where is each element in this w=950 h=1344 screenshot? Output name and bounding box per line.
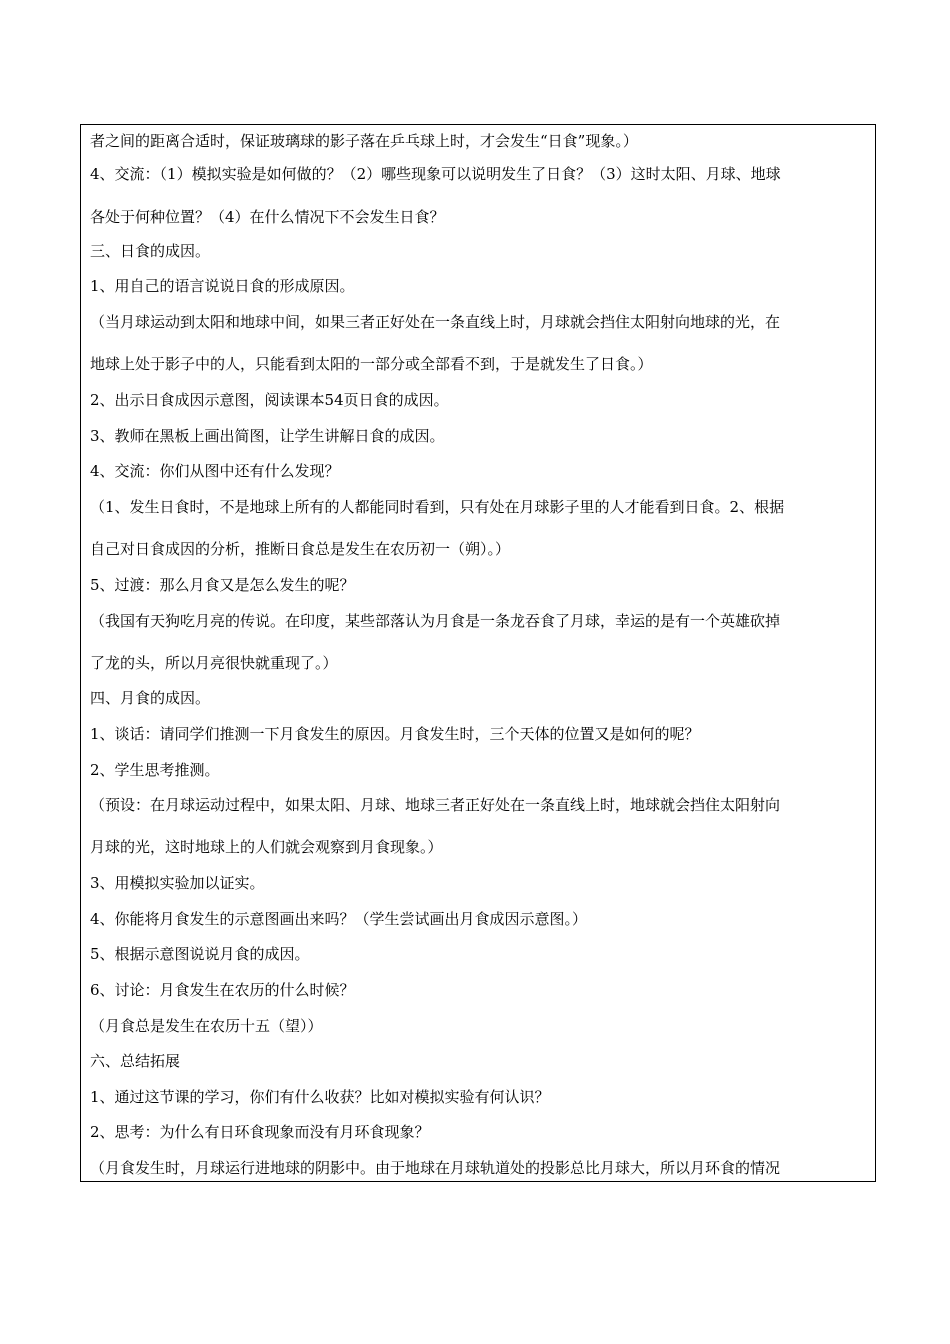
text-line: （月食总是发生在农历十五（望））: [90, 1017, 323, 1035]
text-line: 了龙的头，所以月亮很快就重现了。）: [90, 654, 338, 672]
section-heading: 三、日食的成因。: [90, 242, 211, 260]
text-line: 6、讨论：月食发生在农历的什么时候？: [90, 981, 355, 999]
text-line: （月食发生时，月球运行进地球的阴影中。由于地球在月球轨道处的投影总比月球大，所以月环食的情况: [90, 1159, 781, 1177]
text-line: 2、出示日食成因示意图，阅读课本54页日食的成因。: [90, 391, 449, 409]
text-line: （我国有天狗吃月亮的传说。在印度，某些部落认为月食是一条龙吞食了月球，幸运的是有一个英雄砍掉: [90, 612, 781, 630]
text-line: （预设：在月球运动过程中，如果太阳、月球、地球三者正好处在一条直线上时，地球就会挡住太阳射向: [90, 796, 781, 814]
text-line: 1、用自己的语言说说日食的形成原因。: [90, 277, 355, 295]
text-line: 5、过渡：那么月食又是怎么发生的呢？: [90, 576, 355, 594]
text-line: （当月球运动到太阳和地球中间，如果三者正好处在一条直线上时，月球就会挡住太阳射向地球的光，在: [90, 313, 781, 331]
text-line: 5、根据示意图说说月食的成因。: [90, 945, 310, 963]
text-line: 1、谈话：请同学们推测一下月食发生的原因。月食发生时，三个天体的位置又是如何的呢？: [90, 725, 700, 743]
text-line: 自己对日食成因的分析，推断日食总是发生在农历初一（朔）。）: [90, 540, 511, 558]
text-line: 各处于何种位置？（4）在什么情况下不会发生日食？: [90, 208, 445, 226]
text-line: 4、你能将月食发生的示意图画出来吗？（学生尝试画出月食成因示意图。）: [90, 910, 588, 928]
text-line: 2、思考：为什么有日环食现象而没有月环食现象？: [90, 1123, 430, 1141]
text-line: （1、发生日食时，不是地球上所有的人都能同时看到，只有处在月球影子里的人才能看到日食。2、根据: [90, 498, 785, 516]
text-line: 者之间的距离合适时，保证玻璃球的影子落在乒乓球上时，才会发生“日食”现象。）: [90, 132, 638, 150]
text-line: 地球上处于影子中的人，只能看到太阳的一部分或全部看不到，于是就发生了日食。）: [90, 355, 653, 373]
text-line: 月球的光，这时地球上的人们就会观察到月食现象。）: [90, 838, 443, 856]
text-line: 4、交流：（1）模拟实验是如何做的？（2）哪些现象可以说明发生了日食？（3）这时太阳、月球、地球: [90, 165, 781, 183]
text-line: 3、教师在黑板上画出简图，让学生讲解日食的成因。: [90, 427, 445, 445]
section-heading: 六、总结拓展: [90, 1052, 181, 1070]
text-line: 3、用模拟实验加以证实。: [90, 874, 265, 892]
text-line: 4、交流：你们从图中还有什么发现？: [90, 462, 340, 480]
text-line: 1、通过这节课的学习，你们有什么收获？比如对模拟实验有何认识？: [90, 1088, 550, 1106]
text-line: 2、学生思考推测。: [90, 761, 220, 779]
section-heading: 四、月食的成因。: [90, 689, 211, 707]
